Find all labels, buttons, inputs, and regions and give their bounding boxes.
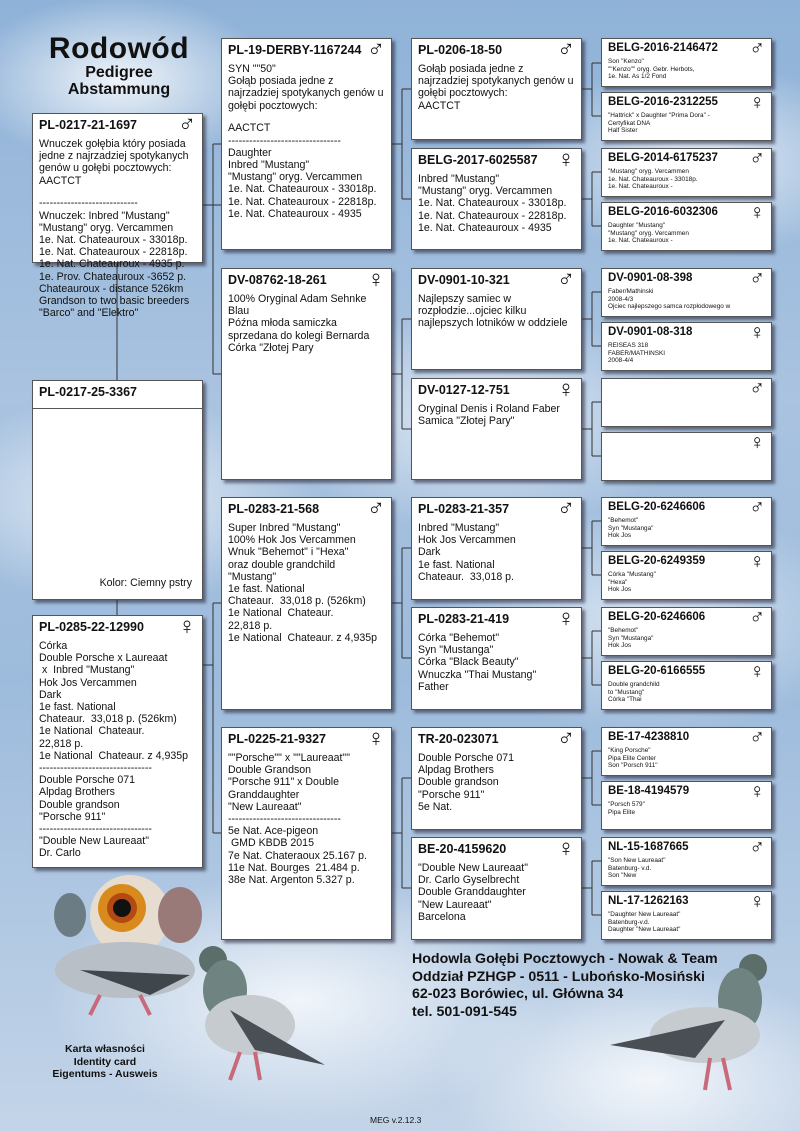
description-line: "Porsch 579": [608, 801, 645, 808]
description-line: Córka "Behemot": [418, 632, 500, 644]
pigeon-description: [608, 517, 765, 540]
ring-number: PL-0225-21-9327: [228, 732, 326, 746]
pigeon-card[interactable]: [601, 92, 772, 141]
ring-number: BE-18-4194579: [608, 785, 690, 797]
male-symbol-icon: ♂: [557, 725, 575, 752]
pigeon-description: [418, 63, 575, 112]
ring-number: PL-0283-21-357: [418, 502, 510, 516]
description-line: 22,818 p.: [39, 737, 84, 750]
pigeon-card[interactable]: [411, 497, 582, 600]
description-line: 1e. Prov. Chateauroux -3652 p.: [39, 270, 187, 283]
description-line: 1e National Chateaur. z 4,935p: [39, 749, 189, 762]
description-line: Dark: [418, 546, 441, 559]
description-line: Najlepszy samiec w: [418, 293, 512, 305]
pigeon-card[interactable]: [601, 661, 772, 710]
description-line: Barcelona: [418, 910, 466, 923]
description-line: 2008-4/3: [608, 295, 634, 303]
description-line: 11e Nat. Bourges 21.484 p.: [228, 861, 360, 874]
ring-number: PL-0285-22-12990: [39, 620, 144, 634]
ring-number: DV-0901-08-318: [608, 326, 693, 338]
ring-number: BELG-2016-2312255: [608, 96, 718, 108]
description-line: "Behemot": [608, 627, 639, 634]
subject-pigeon-card[interactable]: [32, 380, 203, 600]
description-line: Córka: [39, 640, 68, 652]
description-line: Wnuczek gołębia który posiada: [39, 138, 186, 150]
male-symbol-icon: ♂: [367, 36, 385, 63]
female-symbol-icon: ♀: [367, 266, 385, 293]
pigeon-card[interactable]: [221, 497, 392, 710]
description-line: to "Mustang": [608, 688, 645, 696]
description-line: "Mustang" oryg. Vercammen: [228, 171, 363, 184]
pigeon-card[interactable]: [601, 268, 772, 317]
description-line: 1e National Chateaur.: [228, 607, 334, 620]
description-line: GMD KBDB 2015: [228, 837, 314, 850]
description-line: Daughter: [228, 146, 272, 159]
description-line: 1e National Chateaur. z 4,935p: [228, 631, 378, 644]
description-line: Ojciec najlepszego samca rozpłodowego w: [608, 303, 731, 311]
description-line: "Double New Laureaat": [418, 862, 528, 874]
pigeon-card[interactable]: [601, 38, 772, 87]
description-line: Daughter "Mustang": [608, 222, 666, 229]
male-symbol-icon: ♂: [749, 496, 765, 519]
description-line: Double Porsche 071: [418, 752, 514, 764]
ring-number: NL-15-1687665: [608, 841, 689, 853]
description-line: "New Laureaat": [228, 800, 302, 813]
ring-number: TR-20-023071: [418, 732, 499, 746]
description-line: Batenburg-v.d.: [608, 918, 650, 926]
description-line: Chateauroux - distance 526km: [39, 282, 184, 295]
pigeon-description: [228, 63, 385, 220]
description-line: Córka "Złotej Pary: [228, 341, 314, 354]
description-line: Córka "Black Beauty": [418, 656, 519, 669]
description-line: 1e. Nat. Chateauroux -: [608, 237, 673, 245]
description-line: Batenburg- v.d.: [608, 864, 652, 872]
description-line: Double Porsche x Laureaat: [39, 652, 168, 665]
title-english: Pedigree: [85, 64, 153, 81]
description-line: "Hexa": [608, 578, 628, 586]
description-line: Dr. Carlo Gyselbrecht: [418, 874, 520, 887]
pigeon-description: [608, 801, 765, 816]
description-line: x Inbred "Mustang": [39, 664, 135, 677]
description-line: 7e Nat. Chateraoux 25.167 p.: [228, 849, 367, 862]
description-line: 1e fast. National: [228, 583, 305, 596]
pigeon-description: [608, 681, 765, 704]
description-line: Super Inbred "Mustang": [228, 522, 341, 534]
description-line: jedne z najrzadziej spotykanych: [39, 150, 189, 163]
card-label-de: Eigentums - Ausweis: [52, 1068, 158, 1080]
pigeon-card[interactable]: [411, 38, 582, 140]
description-line: Syn "Mustanga": [418, 644, 494, 657]
pigeon-description: [228, 293, 385, 354]
description-line: "Mustang": [228, 570, 277, 583]
description-line: Double Grandson: [228, 764, 312, 777]
description-line: Son "New: [608, 872, 637, 880]
pigeon-description: [608, 222, 765, 245]
description-line: --------------------------------: [39, 762, 152, 775]
pigeon-card[interactable]: [411, 727, 582, 830]
description-line: Syn "Mustanga": [608, 524, 654, 532]
description-line: --------------------------------: [39, 823, 152, 836]
pigeon-card[interactable]: [411, 607, 582, 710]
description-line: Syn "Mustanga": [608, 634, 654, 642]
description-line: 1e. Nat. Chateauroux - 33018p.: [608, 175, 698, 183]
description-line: Późna młoda samiczka: [228, 317, 337, 330]
description-line: Pipa Elite Center: [608, 754, 656, 762]
subject-divider: [33, 408, 202, 409]
description-line: Double grandchild: [608, 681, 660, 688]
pigeon-card[interactable]: [601, 378, 772, 427]
pigeon-card[interactable]: [601, 891, 772, 940]
description-line: Double Porsche 071: [39, 774, 135, 787]
description-line: Gołąb posiada jedne z: [418, 63, 524, 75]
description-line: 1e. Nat. Chateauroux - 22818p.: [418, 209, 567, 222]
pigeon-card[interactable]: [601, 202, 772, 251]
pigeon-card[interactable]: [221, 268, 392, 480]
ring-number: NL-17-1262163: [608, 895, 689, 907]
description-line: Half Sister: [608, 127, 638, 135]
male-symbol-icon: ♂: [749, 606, 765, 629]
description-line: 1e. Nat. Chateauroux - 33018p.: [39, 234, 188, 247]
description-line: 5e Nat. Ace-pigeon: [228, 825, 319, 838]
pigeon-description: [608, 571, 765, 594]
male-symbol-icon: ♂: [749, 267, 765, 290]
ring-number: BELG-2017-6025587: [418, 153, 538, 167]
description-line: "Son New Laureaat": [608, 857, 666, 864]
pigeon-card[interactable]: [32, 615, 203, 868]
description-line: najlepszych lotników w oddziele: [418, 317, 568, 330]
description-line: 2008-4/4: [608, 357, 634, 365]
description-line: Double grandson: [418, 776, 499, 789]
pigeon-description: [608, 342, 765, 365]
pigeon-description: [418, 862, 575, 923]
description-line: Certyfikat DNA: [608, 119, 651, 127]
description-line: [228, 112, 385, 123]
ring-number: PL-0283-21-419: [418, 612, 510, 626]
description-line: Alpdag Brothers: [39, 786, 115, 799]
description-line: rozpłodzie...ojciec kilku: [418, 305, 527, 318]
description-line: najrzadziej spotykanych genów u: [228, 87, 384, 100]
description-line: 1e. Nat. Chateauroux -: [608, 183, 673, 191]
breeder-address: 62-023 Borówiec, ul. Główna 34: [412, 986, 624, 1002]
pigeon-description: [39, 640, 196, 860]
ring-number: BE-17-4238810: [608, 731, 690, 743]
female-symbol-icon: ♀: [557, 835, 575, 862]
description-line: Inbred "Mustang": [418, 173, 500, 185]
ring-number: DV-0127-12-751: [418, 383, 510, 397]
description-line: Córka "Thai: [608, 696, 642, 704]
pigeon-description: [608, 627, 765, 650]
description-line: --------------------------------: [228, 813, 341, 826]
description-line: Faber/Mathinski: [608, 288, 654, 295]
description-line: Samica "Złotej Pary": [418, 415, 515, 428]
description-line: Hok Jos: [608, 532, 632, 540]
description-line: Inbred "Mustang": [418, 522, 500, 534]
description-line: Chateaur. 33,018 p.: [418, 570, 515, 583]
pigeon-description: [608, 857, 765, 880]
description-line: AACTCT: [418, 99, 461, 112]
description-line: genów u gołębi pocztowych:: [39, 162, 172, 175]
description-line: 1e. Nat. Chateauroux - 22818p.: [39, 246, 188, 259]
female-symbol-icon: ♀: [749, 431, 765, 454]
description-line: Son "Porsch 911": [608, 762, 658, 770]
description-line: "Mustang" oryg. Vercammen: [418, 185, 553, 198]
description-line: Inbred "Mustang": [228, 159, 310, 172]
description-line: najrzadziej spotykanych genów u: [418, 75, 574, 88]
male-symbol-icon: ♂: [367, 495, 385, 522]
description-line: 1e. Nat. Chateauroux - 33018p.: [418, 197, 567, 210]
pigeon-description: [418, 403, 575, 427]
description-line: Hok Jos: [608, 642, 632, 650]
ring-number: PL-0283-21-568: [228, 502, 320, 516]
description-line: 100% Hok Jos Vercammen: [228, 534, 356, 547]
description-line: Córka "Mustang": [608, 571, 656, 578]
pigeon-description: [608, 747, 765, 770]
description-line: Daughter "New Laureaat": [608, 926, 681, 934]
female-symbol-icon: ♀: [749, 890, 765, 913]
pigeon-description: [228, 752, 385, 886]
description-line: gołębi pocztowych:: [418, 87, 508, 100]
pigeon-card[interactable]: [601, 551, 772, 600]
pigeon-card[interactable]: [601, 148, 772, 197]
description-line: 22,818 p.: [228, 619, 273, 632]
pigeon-card[interactable]: [221, 727, 392, 940]
pigeon-card[interactable]: [411, 148, 582, 250]
description-line: "New Laureaat": [418, 898, 492, 911]
description-line: 1e. Nat. Chateauroux - 4935 p.: [39, 258, 185, 271]
ring-number: DV-0901-10-321: [418, 273, 510, 287]
description-line: Alpdag Brothers: [418, 764, 494, 777]
description-line: ""Kenzo"" oryg. Gebr. Herbots,: [608, 65, 695, 73]
male-symbol-icon: ♂: [557, 495, 575, 522]
description-line: "Porsche 911": [418, 788, 485, 801]
description-line: Grandson to two basic breeders: [39, 295, 190, 308]
ring-number: DV-08762-18-261: [228, 273, 327, 287]
female-symbol-icon: ♀: [749, 201, 765, 224]
male-symbol-icon: ♂: [557, 266, 575, 293]
card-label-en: Identity card: [73, 1055, 137, 1068]
description-line: Double Granddaughter: [418, 886, 526, 899]
pigeon-card[interactable]: [411, 268, 582, 370]
card-label-pl: Karta własności: [65, 1043, 145, 1055]
pigeon-description: [418, 173, 575, 234]
description-line: Blau: [228, 305, 250, 318]
pigeon-description: [228, 522, 385, 644]
description-line: 1e. Nat. Chateauroux - 4935: [228, 207, 362, 220]
female-symbol-icon: ♀: [749, 321, 765, 344]
pigeon-card[interactable]: [601, 607, 772, 656]
female-symbol-icon: ♀: [749, 660, 765, 683]
ring-number: BELG-2016-6032306: [608, 206, 718, 218]
description-line: Granddaughter: [228, 788, 300, 801]
description-line: Son "Kenzo": [608, 58, 644, 65]
ring-number: PL-19-DERBY-1167244: [228, 43, 362, 57]
pigeon-left-image: [185, 940, 330, 1090]
description-line: "Barco" and "Elektro": [39, 307, 139, 320]
description-line: Chateaur. 33,018 p. (526km): [39, 713, 177, 726]
description-line: Dark: [39, 688, 62, 701]
description-line: [39, 187, 196, 198]
ring-number: BELG-20-6246606: [608, 501, 706, 513]
description-line: Dr. Carlo: [39, 847, 81, 860]
pigeon-card[interactable]: [221, 38, 392, 250]
description-line: Gołąb posiada jedne z: [228, 75, 334, 88]
title-german: Abstammung: [67, 81, 171, 98]
ring-number: BE-20-4159620: [418, 842, 507, 856]
description-line: AACTCT: [39, 174, 82, 187]
male-symbol-icon: ♂: [557, 36, 575, 63]
pigeon-card[interactable]: [601, 727, 772, 776]
pigeon-description: [608, 168, 765, 191]
description-line: Hok Jos Vercammen: [39, 676, 137, 689]
male-symbol-icon: ♂: [178, 111, 196, 138]
pigeon-description: [418, 632, 575, 693]
pigeon-description: [608, 288, 765, 311]
ring-number: BELG-20-6246606: [608, 611, 706, 623]
description-line: oraz double grandchild: [228, 558, 336, 571]
female-symbol-icon: ♀: [557, 376, 575, 403]
subject-ring-number: PL-0217-25-3367: [39, 385, 137, 399]
description-line: 1e. Nat. Chateauroux - 33018p.: [228, 183, 377, 196]
description-line: Wnuczek: Inbred "Mustang": [39, 209, 170, 222]
pigeon-card[interactable]: [601, 781, 772, 830]
description-line: "Behemot": [608, 517, 639, 524]
description-line: "Mustang" oryg. Vercammen: [608, 229, 689, 237]
eye-pigeon-image: [30, 875, 210, 1035]
description-line: "Porsche 911": [39, 810, 106, 823]
description-line: REISEAS 318: [608, 342, 649, 349]
description-line: AACTCT: [228, 122, 271, 135]
ring-number: PL-0206-18-50: [418, 43, 503, 57]
ring-number: BELG-2014-6175237: [608, 152, 718, 164]
pigeon-description: [608, 58, 765, 81]
description-line: 100% Orygina​l Adam Sehnke: [228, 293, 367, 305]
title-main: Rodowód: [48, 32, 190, 65]
description-line: Wnuk "Behemot" i "Hexa": [228, 546, 349, 559]
description-line: 38e Nat. Argenton 5.327 p.: [228, 874, 355, 887]
subject-color: Kolor: Ciemny pstry: [99, 577, 192, 589]
description-line: sprzedana do kolegi Bernarda: [228, 329, 370, 342]
description-line: ""Porsche"" x ""Laureaat"": [228, 752, 350, 764]
description-line: Father: [418, 680, 449, 693]
description-line: ----------------------------: [39, 197, 138, 210]
description-line: SYN ""50": [228, 63, 276, 75]
description-line: "Double New Laureaat": [39, 835, 149, 848]
male-symbol-icon: ♂: [749, 836, 765, 859]
description-line: "Hattrick" x Daughter "Prima Dora" -: [608, 112, 710, 119]
female-symbol-icon: ♀: [557, 605, 575, 632]
female-symbol-icon: ♀: [557, 146, 575, 173]
description-line: 1e fast. National: [418, 558, 495, 571]
pigeon-description: [418, 522, 575, 583]
pigeon-card[interactable]: [32, 111, 203, 320]
pigeon-card[interactable]: [601, 837, 772, 886]
pigeon-description: [39, 138, 196, 319]
pigeon-description: [608, 911, 765, 934]
description-line: 1e. Nat. As 1/2 Fond: [608, 73, 667, 81]
description-line: Double grandson: [39, 798, 120, 811]
description-line: 1e fast. National: [39, 701, 116, 714]
breeder-phone: tel. 501-091-545: [412, 1003, 517, 1020]
pigeon-card[interactable]: [601, 322, 772, 371]
ring-number: PL-0217-21-1697: [39, 118, 137, 132]
description-line: FABER/MATHINSKI: [608, 349, 666, 357]
description-line: Chateaur. 33,018 p. (526km): [228, 595, 366, 608]
female-symbol-icon: ♀: [749, 780, 765, 803]
pigeon-description: [418, 752, 575, 813]
description-line: Hok Jos: [608, 586, 632, 594]
description-line: Oryginal Denis i Roland Faber: [418, 403, 560, 415]
description-line: 1e. Nat. Chateauroux - 22818p.: [228, 195, 377, 208]
ring-number: BELG-20-6249359: [608, 555, 706, 567]
female-symbol-icon: ♀: [749, 550, 765, 573]
description-line: "Mustang" oryg. Vercammen: [608, 168, 689, 175]
description-line: Hok Jos Vercammen: [418, 534, 516, 547]
male-symbol-icon: ♂: [749, 37, 765, 60]
breeder-branch: Oddział PZHGP - 0511 - Lubońsko-Mosiński: [412, 968, 705, 985]
identity-card-label: [20, 1043, 190, 1081]
pigeon-description: [418, 293, 575, 330]
description-line: Pipa Elite: [608, 808, 635, 816]
pedigree-title: [24, 34, 214, 98]
female-symbol-icon: ♀: [178, 613, 196, 640]
male-symbol-icon: ♂: [749, 147, 765, 170]
breeder-info: [412, 951, 718, 1021]
pigeon-card[interactable]: [411, 378, 582, 480]
ring-number: BELG-2016-2146472: [608, 42, 718, 54]
description-line: "Mustang" oryg. Vercammen: [39, 221, 174, 234]
description-line: Wnuczka "Thai Mustang": [418, 668, 537, 681]
pigeon-card[interactable]: [601, 432, 772, 481]
ring-number: DV-0901-08-398: [608, 272, 693, 284]
male-symbol-icon: ♂: [749, 726, 765, 749]
male-symbol-icon: ♂: [749, 377, 765, 400]
pigeon-card[interactable]: [411, 837, 582, 940]
pigeon-description: [608, 112, 765, 135]
breeder-name: Hodowla Gołębi Pocztowych - Nowak & Team: [412, 951, 718, 967]
description-line: "King Porsche": [608, 747, 651, 754]
description-line: "Daughter New Laureaat": [608, 911, 681, 918]
description-line: 5e Nat.: [418, 800, 453, 813]
female-symbol-icon: ♀: [749, 91, 765, 114]
pigeon-card[interactable]: [601, 497, 772, 546]
female-symbol-icon: ♀: [367, 725, 385, 752]
description-line: gołębi pocztowych:: [228, 99, 318, 112]
description-line: 1e National Chateaur.: [39, 725, 145, 738]
description-line: "Porsche 911" x Double: [228, 776, 339, 789]
description-line: --------------------------------: [228, 134, 341, 147]
ring-number: BELG-20-6166555: [608, 665, 706, 677]
software-version: MEG v.2.12.3: [370, 1115, 422, 1125]
description-line: 1e. Nat. Chateauroux - 4935: [418, 221, 552, 234]
